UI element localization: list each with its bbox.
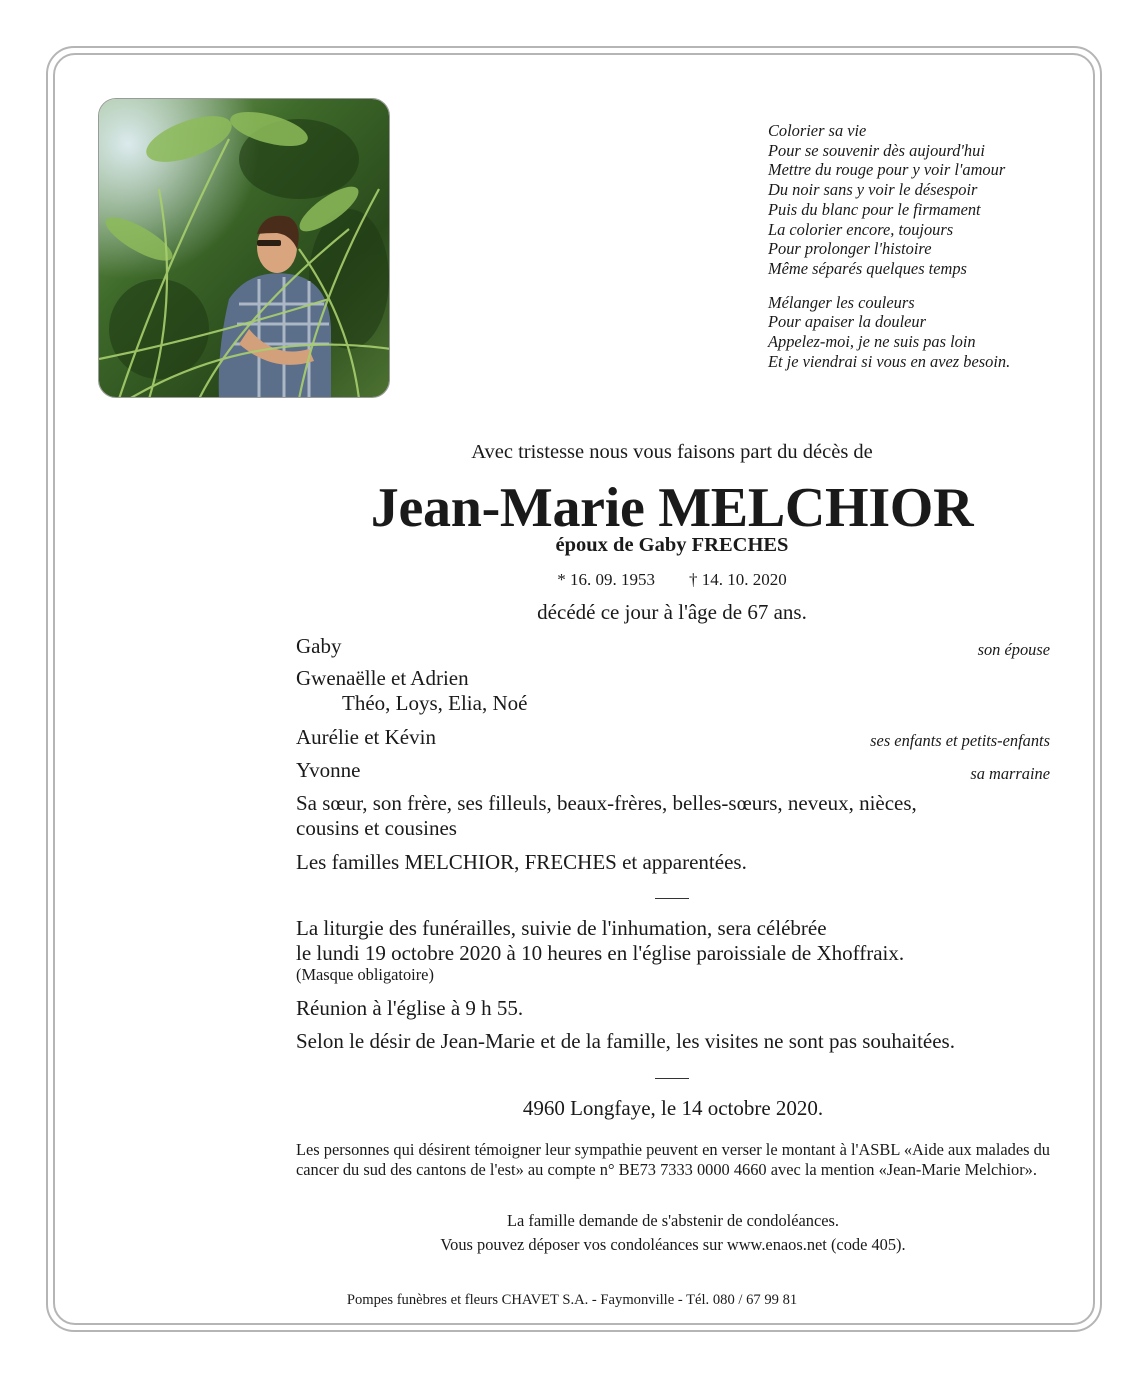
visits-line: Selon le désir de Jean-Marie et de la famille, les visites ne sont pas souhaitées. <box>296 1029 955 1053</box>
poem-line: Du noir sans y voir le désespoir <box>768 180 978 200</box>
family-name: Gaby <box>296 634 342 658</box>
poem-line: Puis du blanc pour le firmament <box>768 199 981 219</box>
poem-line: Pour prolonger l'histoire <box>768 239 932 259</box>
condolences-website: Vous pouvez déposer vos condoléances sur www.enaos.net (code 405). <box>440 1235 906 1254</box>
ceremony-text <box>296 916 1050 983</box>
relatives-line: cousins et cousines <box>296 816 457 840</box>
relatives-text <box>296 791 1050 841</box>
family-row <box>296 666 1050 716</box>
poem-line: Pour apaiser la douleur <box>768 312 926 332</box>
poem-line: Colorier sa vie <box>768 121 867 140</box>
poem-line: Même séparés quelques temps <box>768 258 967 278</box>
mask-note: (Masque obligatoire) <box>296 965 434 984</box>
families-line: Les familles MELCHIOR, FRECHES et apparentées. <box>296 850 747 874</box>
poem-line: Mettre du rouge pour y voir l'amour <box>768 160 1006 180</box>
family-name: Aurélie et Kévin <box>296 725 436 749</box>
life-dates <box>0 570 1148 590</box>
death-date: † 14. 10. 2020 <box>689 570 787 589</box>
family-role: sa marraine <box>970 764 1050 783</box>
family-name: Yvonne <box>296 758 361 782</box>
birth-date: * 16. 09. 1953 <box>557 570 655 589</box>
ceremony-line: le lundi 19 octobre 2020 à 10 heures en l'église paroissiale de Xhoffraix. <box>296 941 905 965</box>
condolences-line: La famille demande de s'abstenir de condoléances. <box>507 1211 839 1230</box>
family-role: ses enfants et petits-enfants <box>870 731 1050 750</box>
poem-line: Appelez-moi, je ne suis pas loin <box>768 332 976 352</box>
poem <box>768 121 1068 385</box>
family-role: son épouse <box>977 640 1050 659</box>
relatives-line: Sa sœur, son frère, ses filleuls, beaux-frères, belles-sœurs, neveux, nièces, <box>296 791 917 815</box>
poem-stanza <box>768 293 1068 372</box>
family-row <box>296 725 1050 750</box>
meeting-line: Réunion à l'église à 9 h 55. <box>296 996 524 1020</box>
deceased-name: Jean-Marie MELCHIOR <box>370 477 974 539</box>
poem-line: Mélanger les couleurs <box>768 292 915 312</box>
spouse-line: époux de Gaby FRECHES <box>555 534 789 556</box>
age-line: décédé ce jour à l'âge de 67 ans. <box>537 600 807 624</box>
poem-line: La colorier encore, toujours <box>768 219 954 239</box>
place-date: 4960 Longfaye, le 14 octobre 2020. <box>522 1096 824 1120</box>
poem-stanza <box>768 121 1068 279</box>
grandchildren-names: Théo, Loys, Elia, Noé <box>342 691 528 715</box>
portrait-photo <box>98 98 390 398</box>
divider <box>655 898 689 899</box>
intro-text: Avec tristesse nous vous faisons part du décès de <box>471 441 873 463</box>
poem-line: Et je viendrai si vous en avez besoin. <box>768 351 1011 371</box>
donation-text: Les personnes qui désirent témoigner leur sympathie peuvent en verser le montant à l'ASBL «Aide aux malades du cancer du sud des cantons de l'est» au compte n° BE73 7333 0000 4660 avec la mention «Jean-Marie Melchior». <box>296 1140 1050 1179</box>
ceremony-line: La liturgie des funérailles, suivie de l'inhumation, sera célébrée <box>296 916 827 940</box>
family-row <box>296 758 1050 783</box>
funeral-home-footer: Pompes funèbres et fleurs CHAVET S.A. - Faymonville - Tél. 080 / 67 99 81 <box>346 1292 798 1308</box>
family-row <box>296 634 1050 659</box>
poem-line: Pour se souvenir dès aujourd'hui <box>768 140 985 160</box>
family-name: Gwenaëlle et Adrien <box>296 666 469 690</box>
divider <box>655 1078 689 1079</box>
